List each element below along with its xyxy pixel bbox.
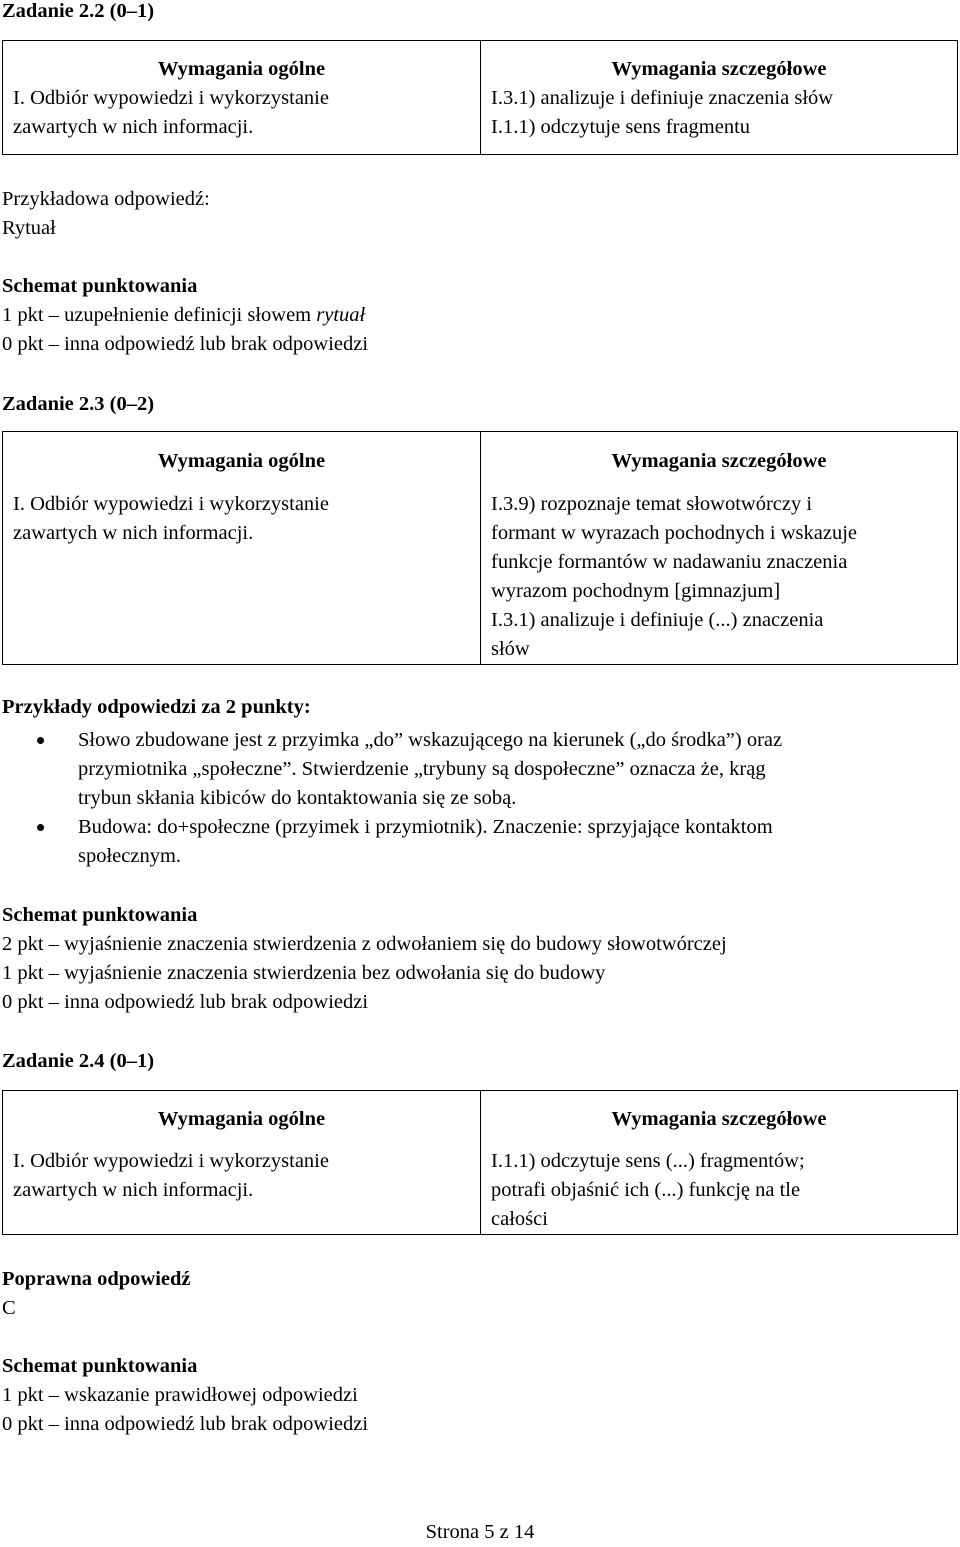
general-requirements-header: Wymagania ogólne [157,58,326,80]
specific-requirements-cell [481,41,958,155]
specific-requirement-line: potrafi objaśnić ich (...) funkcję na tle [491,1179,801,1201]
specific-requirement-line: I.3.1) analizuje i definiuje znaczenia słów [491,87,834,109]
scoring-text: 1 pkt – uzupełnienie definicji słowem [2,304,317,326]
general-requirements-cell [3,432,481,665]
scoring-line [2,301,365,330]
sample-answer-label: Przykładowa odpowiedź: [2,188,210,210]
general-requirement-line: zawartych w nich informacji. [13,116,254,138]
scoring-label: Schemat punktowania [2,1355,198,1377]
scoring-line: 2 pkt – wyjaśnienie znaczenia stwierdzenia z odwołaniem się do budowy słowotwórczej [2,933,727,955]
list-item [0,813,948,871]
page-number: Strona 5 z 14 [425,1521,535,1543]
bullet-icon [37,737,44,744]
specific-requirement-line: formant w wyrazach pochodnych i wskazuje [491,522,858,544]
examples-label: Przykłady odpowiedzi za 2 punkty: [2,696,311,718]
examples-list [0,726,948,871]
task-2-2-title: Zadanie 2.2 (0–1) [2,0,155,22]
scoring-line: 0 pkt – inna odpowiedź lub brak odpowiedzi [2,333,369,355]
bullet-icon [37,824,44,831]
list-item [0,726,948,813]
scoring-line: 0 pkt – inna odpowiedź lub brak odpowiedzi [2,991,369,1013]
specific-requirement-line: funkcje formantów w nadawaniu znaczenia [491,551,848,573]
example-line: Słowo zbudowane jest z przyimka „do” wskazującego na kierunek („do środka”) oraz [78,729,783,751]
task-2-4-requirements-table [2,1090,958,1235]
scoring-italic-word: rytuał [316,304,366,326]
general-requirement-line: zawartych w nich informacji. [13,1179,254,1201]
scoring-line: 1 pkt – wyjaśnienie znaczenia stwierdzenia bez odwołania się do budowy [2,962,606,984]
specific-requirements-header: Wymagania szczegółowe [611,1108,827,1130]
task-2-3-title: Zadanie 2.3 (0–2) [2,393,155,415]
example-line: przymiotnika „społeczne”. Stwierdzenie „trybuny są dospołeczne” oznacza że, krąg [78,758,766,780]
sample-answer: Rytuał [2,217,56,239]
specific-requirements-header: Wymagania szczegółowe [611,450,827,472]
general-requirements-cell [3,41,481,155]
general-requirement-line: zawartych w nich informacji. [13,522,254,544]
specific-requirement-line: I.1.1) odczytuje sens (...) fragmentów; [491,1150,805,1172]
scoring-line: 0 pkt – inna odpowiedź lub brak odpowiedzi [2,1413,369,1435]
example-line: społecznym. [78,845,182,867]
general-requirements-header: Wymagania ogólne [157,1108,326,1130]
task-2-3-requirements-table [2,431,958,665]
specific-requirement-line: I.3.1) analizuje i definiuje (...) znaczenia [491,609,824,631]
specific-requirements-cell [481,1091,958,1235]
example-line: trybun skłania kibiców do kontaktowania się ze sobą. [78,787,517,809]
general-requirements-header: Wymagania ogólne [157,450,326,472]
task-2-2-requirements-table [2,40,958,155]
general-requirement-line: I. Odbiór wypowiedzi i wykorzystanie [13,1150,329,1172]
specific-requirement-line: I.1.1) odczytuje sens fragmentu [491,116,751,138]
scoring-line: 1 pkt – wskazanie prawidłowej odpowiedzi [2,1384,358,1406]
specific-requirement-line: wyrazom pochodnym [gimnazjum] [491,580,781,602]
scoring-label: Schemat punktowania [2,904,198,926]
specific-requirements-cell [481,432,958,665]
specific-requirement-line: słów [491,638,530,660]
correct-answer: C [2,1297,16,1319]
scoring-label: Schemat punktowania [2,275,198,297]
specific-requirement-line: całości [491,1208,548,1230]
task-2-4-title: Zadanie 2.4 (0–1) [2,1050,155,1072]
general-requirements-cell [3,1091,481,1235]
specific-requirements-header: Wymagania szczegółowe [611,58,827,80]
specific-requirement-line: I.3.9) rozpoznaje temat słowotwórczy i [491,493,813,515]
example-line: Budowa: do+społeczne (przyimek i przymiotnik). Znaczenie: sprzyjające kontaktom [78,816,773,838]
correct-answer-label: Poprawna odpowiedź [2,1268,191,1290]
general-requirement-line: I. Odbiór wypowiedzi i wykorzystanie [13,87,329,109]
general-requirement-line: I. Odbiór wypowiedzi i wykorzystanie [13,493,329,515]
